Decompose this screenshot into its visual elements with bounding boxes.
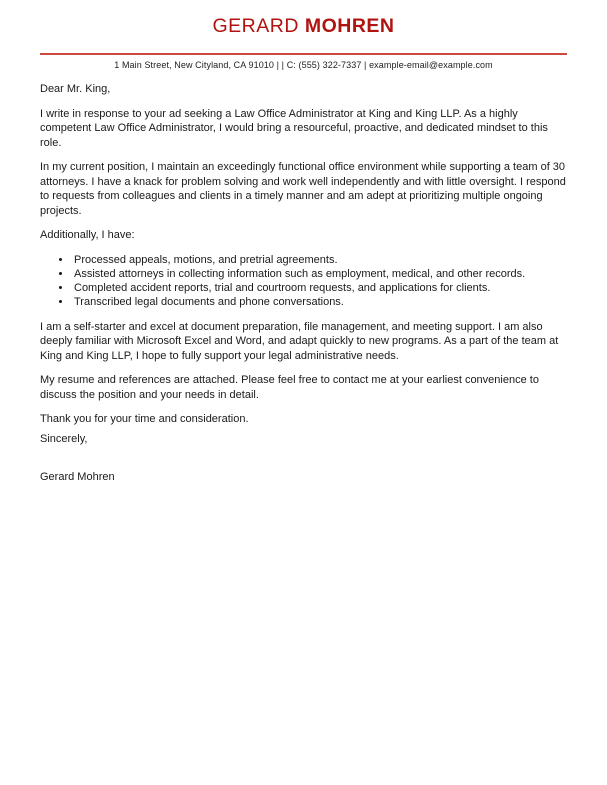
first-name: GERARD (212, 15, 299, 37)
paragraph-skills: I am a self-starter and excel at document preparation, file management, and meeting support. I am also deeply familiar with Microsoft Excel and Word, and adapt quickly to new programs. As a part of the team at King and King LLP, I hope to fully support your legal administrative needs. (40, 320, 559, 362)
letter-body (40, 82, 567, 485)
paragraph-additionally: Additionally, I have: (40, 229, 135, 241)
contact-info: 1 Main Street, New Cityland, CA 91010 | | C: (555) 322-7337 | example-email@example.com (114, 60, 493, 70)
accomplishments-list (40, 253, 567, 310)
paragraph-current-position: In my current position, I maintain an exceedingly functional office environment while supporting a team of 30 attorneys. I have a knack for problem solving and work well independently and with little oversight. I respond to requests from colleagues and clients in a timely manner and am adept at prioritizing multiple ongoing projects. (40, 161, 566, 217)
valediction: Sincerely, (40, 432, 88, 445)
page-title (0, 13, 607, 40)
paragraph-intro: I write in response to your ad seeking a Law Office Administrator at King and King LLP. As a highly competent Law Office Administrator, I would bring a resourceful, proactive, and dedicated mindset to this role. (40, 107, 548, 149)
paragraph-thanks: Thank you for your time and consideration. (40, 413, 249, 426)
last-name: MOHREN (304, 15, 395, 37)
list-item: • Transcribed legal documents and phone conversations. (72, 295, 567, 309)
paragraph-resume: My resume and references are attached. Please feel free to contact me at your earliest convenience to discuss the position and your needs in detail. (40, 374, 539, 401)
signature: Gerard Mohren (40, 471, 115, 484)
letterhead (0, 0, 607, 71)
header-divider (40, 53, 567, 55)
list-item: • Processed appeals, motions, and pretrial agreements. (72, 253, 567, 267)
list-item: • Assisted attorneys in collecting information such as employment, medical, and other records. (72, 267, 567, 281)
list-item: • Completed accident reports, trial and courtroom requests, and applications for clients. (72, 281, 567, 295)
salutation: Dear Mr. King, (40, 83, 111, 95)
